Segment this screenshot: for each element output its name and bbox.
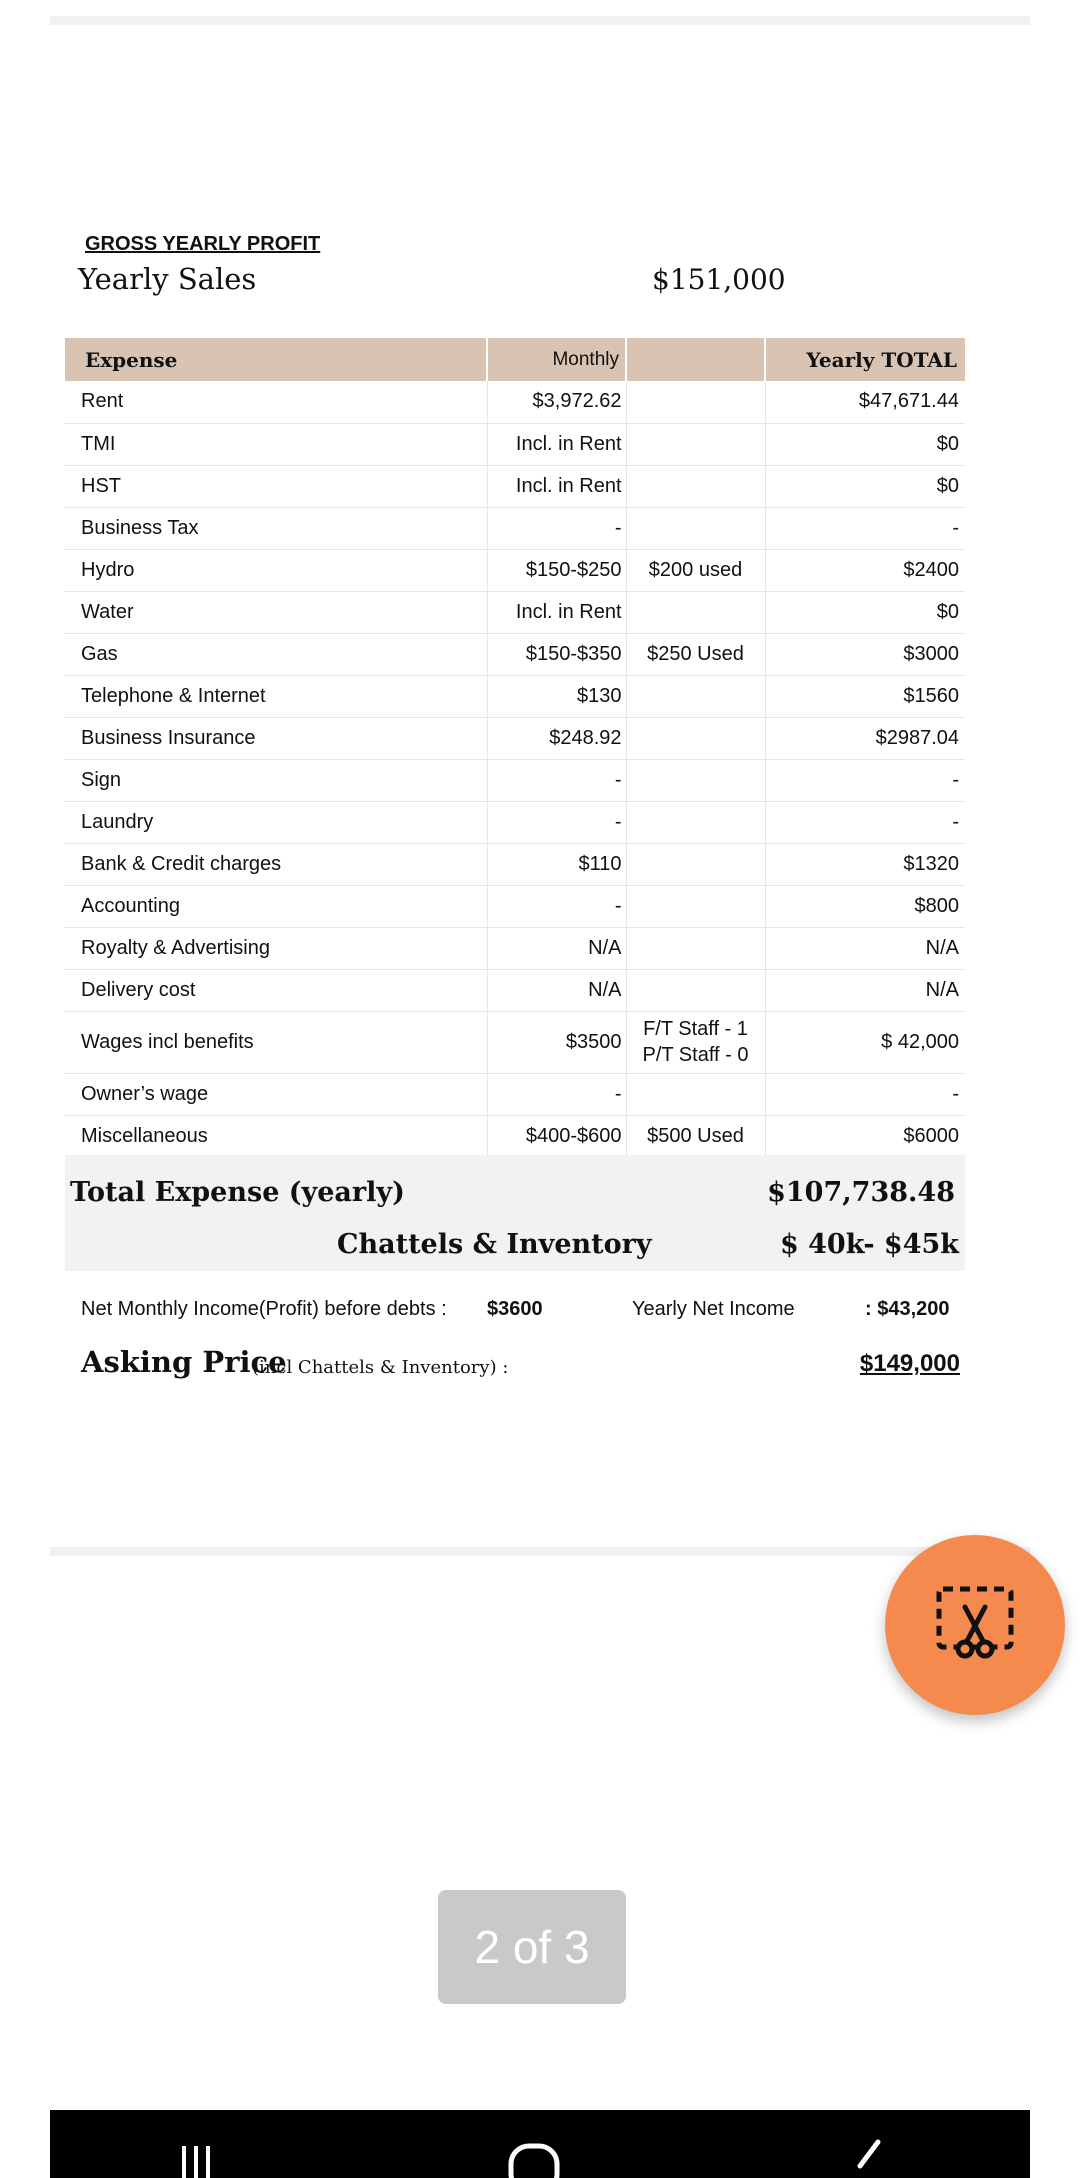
row-note [626,1073,765,1115]
page-divider-bottom [50,1547,1030,1556]
table-row [65,675,965,717]
row-name: Miscellaneous [65,1115,487,1157]
page-divider-top [50,16,1030,25]
system-navigation-bar [50,2110,1030,2178]
row-yearly: - [765,801,965,843]
row-name: TMI [65,423,487,465]
yearly-net-income-value: : $43,200 [865,1298,950,1320]
row-yearly: $2987.04 [765,717,965,759]
row-name: Owner’s wage [65,1073,487,1115]
row-monthly: - [487,1073,626,1115]
row-note [626,423,765,465]
yearly-sales-value: $151,000 [652,263,786,296]
header-monthly: Monthly [487,338,626,381]
row-yearly: N/A [765,927,965,969]
yearly-sales-label: Yearly Sales [78,262,257,296]
row-monthly: - [487,759,626,801]
table-row [65,885,965,927]
table-row [65,843,965,885]
header-notes [626,338,765,381]
table-row [65,927,965,969]
row-note [626,885,765,927]
row-note [626,759,765,801]
back-icon[interactable] [848,2138,888,2178]
row-yearly: $0 [765,591,965,633]
chattels-value: $ 40k- $45k [779,1229,959,1260]
row-name: Royalty & Advertising [65,927,487,969]
row-name: Wages incl benefits [65,1011,487,1073]
row-yearly: $3000 [765,633,965,675]
row-note [626,969,765,1011]
row-name: Laundry [65,801,487,843]
row-name: Business Tax [65,507,487,549]
net-monthly-income-label: Net Monthly Income(Profit) before debts : [81,1298,447,1320]
row-note [626,465,765,507]
recent-apps-icon[interactable] [176,2138,216,2178]
row-name: Delivery cost [65,969,487,1011]
row-name: Telephone & Internet [65,675,487,717]
row-name: Hydro [65,549,487,591]
gross-profit-heading: GROSS YEARLY PROFIT [85,233,321,255]
asking-price-value: $149,000 [859,1350,960,1377]
row-note [626,717,765,759]
table-row [65,801,965,843]
row-note-line: P/T Staff - 0 [642,1044,749,1066]
row-yearly: $1320 [765,843,965,885]
row-name: HST [65,465,487,507]
row-note-line: F/T Staff - 1 [643,1018,748,1040]
expense-table [65,338,965,1158]
row-yearly: $47,671.44 [765,381,965,423]
row-note [626,1011,765,1073]
table-row [65,633,965,675]
table-row [65,507,965,549]
row-note [626,675,765,717]
row-note: $200 used [626,549,765,591]
yearly-net-income-label: Yearly Net Income [632,1298,795,1320]
row-monthly: Incl. in Rent [487,423,626,465]
row-yearly: - [765,759,965,801]
row-monthly: N/A [487,927,626,969]
row-note [626,591,765,633]
row-yearly: $0 [765,465,965,507]
row-yearly: - [765,1073,965,1115]
row-monthly: Incl. in Rent [487,591,626,633]
table-row [65,969,965,1011]
row-note [626,381,765,423]
row-name: Water [65,591,487,633]
row-name: Bank & Credit charges [65,843,487,885]
table-row [65,1011,965,1073]
row-note: $500 Used [626,1115,765,1157]
row-name: Gas [65,633,487,675]
row-monthly: $248.92 [487,717,626,759]
net-monthly-income-value: $3600 [487,1298,543,1320]
row-monthly: $3,972.62 [487,381,626,423]
table-row [65,1115,965,1157]
table-row [65,1073,965,1115]
page-indicator: 2 of 3 [438,1890,626,2004]
table-row [65,717,965,759]
row-monthly: $3500 [487,1011,626,1073]
row-monthly: $150-$350 [487,633,626,675]
row-name: Accounting [65,885,487,927]
screenshot-crop-icon [935,1585,1015,1665]
total-expense-value: $107,738.48 [767,1177,955,1208]
table-row [65,591,965,633]
table-row [65,423,965,465]
row-monthly: N/A [487,969,626,1011]
row-yearly: $0 [765,423,965,465]
row-yearly: $1560 [765,675,965,717]
header-expense: Expense [65,338,487,381]
row-monthly: $150-$250 [487,549,626,591]
row-note [626,927,765,969]
row-monthly: Incl. in Rent [487,465,626,507]
row-yearly: $2400 [765,549,965,591]
row-name: Rent [65,381,487,423]
row-yearly: $6000 [765,1115,965,1157]
table-header-row [65,338,965,381]
row-yearly: $800 [765,885,965,927]
row-monthly: $400-$600 [487,1115,626,1157]
row-note [626,801,765,843]
totals-box [65,1155,965,1271]
row-monthly: - [487,801,626,843]
row-monthly: $130 [487,675,626,717]
row-monthly: - [487,507,626,549]
home-icon[interactable] [505,2138,565,2178]
table-row [65,759,965,801]
row-note: $250 Used [626,633,765,675]
chattels-label: Chattels & Inventory [337,1229,652,1260]
screenshot-crop-button[interactable] [885,1535,1065,1715]
total-expense-label: Total Expense (yearly) [70,1177,405,1208]
row-yearly: $ 42,000 [765,1011,965,1073]
row-note [626,843,765,885]
asking-price-label: Asking Price [81,1345,287,1379]
table-row [65,465,965,507]
row-monthly: $110 [487,843,626,885]
row-yearly: - [765,507,965,549]
table-row [65,549,965,591]
row-name: Sign [65,759,487,801]
table-row [65,381,965,423]
header-yearly-total: Yearly TOTAL [765,338,965,381]
row-monthly: - [487,885,626,927]
row-note [626,507,765,549]
row-name: Business Insurance [65,717,487,759]
row-yearly: N/A [765,969,965,1011]
asking-price-note: (incl Chattels & Inventory) : [252,1357,509,1378]
